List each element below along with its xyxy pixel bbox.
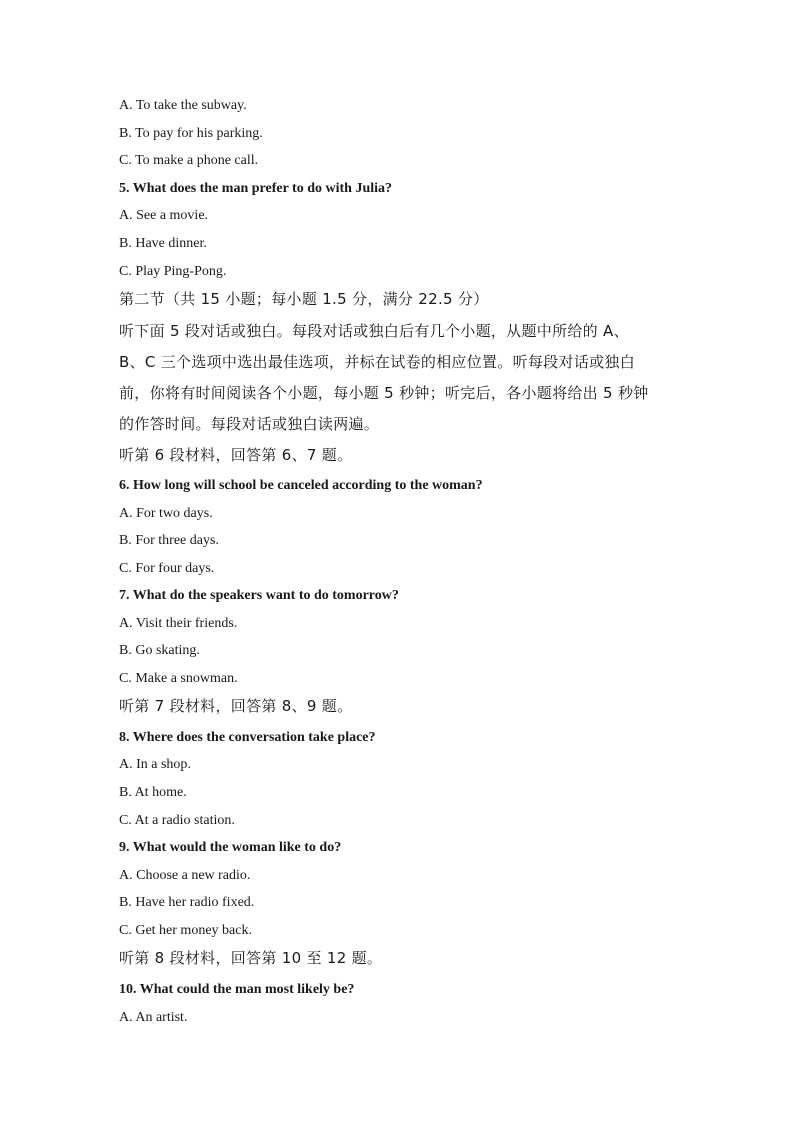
- instruction-line: 的作答时间。每段对话或独白读两遍。: [119, 415, 380, 433]
- option-line: A. In a shop.: [119, 757, 191, 772]
- option-line: B. For three days.: [119, 533, 219, 548]
- instruction-line: 前，你将有时间阅读各个小题，每小题 5 秒钟；听完后，各小题将给出 5 秒钟: [119, 384, 649, 402]
- option-line: C. To make a phone call.: [119, 153, 259, 168]
- option-line: C. Make a snowman.: [119, 671, 238, 686]
- option-line: A. To take the subway.: [119, 98, 247, 113]
- option-line: A. For two days.: [119, 506, 213, 521]
- question-line: 7. What do the speakers want to do tomorrow?: [119, 588, 399, 603]
- question-line: 6. How long will school be canceled according to the woman?: [119, 478, 483, 493]
- question-line: 9. What would the woman like to do?: [119, 840, 342, 855]
- option-line: C. Get her money back.: [119, 923, 252, 938]
- option-line: C. At a radio station.: [119, 813, 235, 828]
- option-line: A. See a movie.: [119, 208, 209, 223]
- material-heading: 听第 7 段材料，回答第 8、9 题。: [119, 697, 353, 715]
- option-line: C. Play Ping-Pong.: [119, 264, 227, 279]
- option-line: B. Have dinner.: [119, 236, 207, 251]
- section-heading: 第二节（共 15 小题；每小题 1.5 分，满分 22.5 分）: [119, 290, 489, 308]
- question-line: 5. What does the man prefer to do with Julia?: [119, 181, 393, 196]
- instruction-line: B、C 三个选项中选出最佳选项，并标在试卷的相应位置。听每段对话或独白: [119, 353, 636, 371]
- option-line: B. Go skating.: [119, 643, 200, 658]
- option-line: C. For four days.: [119, 561, 215, 576]
- option-line: A. Choose a new radio.: [119, 868, 251, 883]
- option-line: B. At home.: [119, 785, 187, 800]
- option-line: B. To pay for his parking.: [119, 126, 263, 141]
- instruction-line: 听下面 5 段对话或独白。每段对话或独白后有几个小题，从题中所给的 A、: [119, 322, 629, 340]
- option-line: A. An artist.: [119, 1010, 188, 1025]
- question-line: 10. What could the man most likely be?: [119, 982, 355, 997]
- question-line: 8. Where does the conversation take place?: [119, 730, 376, 745]
- option-line: B. Have her radio fixed.: [119, 895, 255, 910]
- material-heading: 听第 8 段材料，回答第 10 至 12 题。: [119, 949, 383, 967]
- option-line: A. Visit their friends.: [119, 616, 238, 631]
- material-heading: 听第 6 段材料，回答第 6、7 题。: [119, 446, 353, 464]
